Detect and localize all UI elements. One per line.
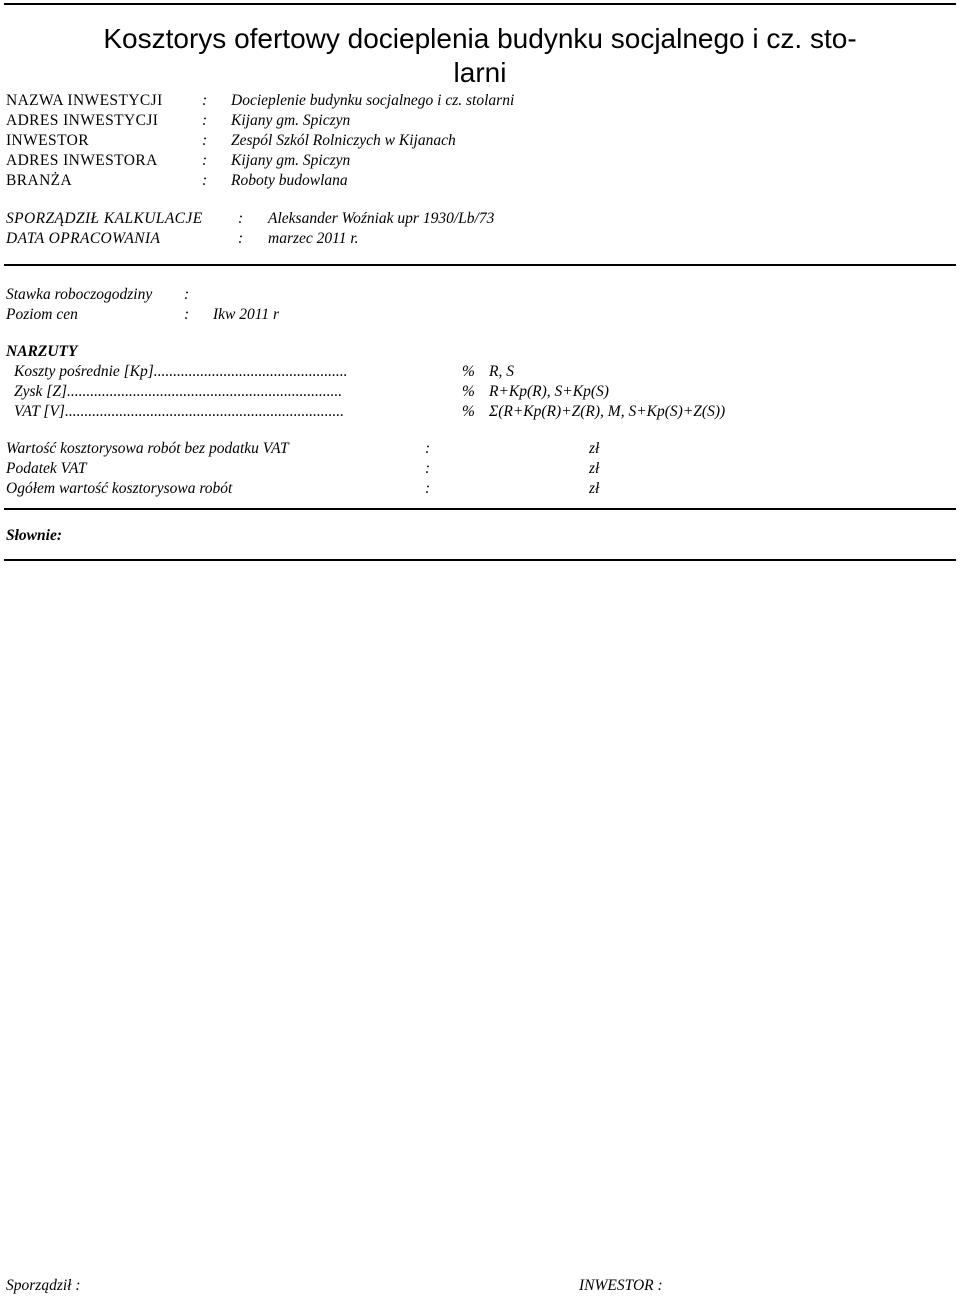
prepared-by-sep: : — [238, 210, 244, 227]
vat-tax-sep: : — [425, 460, 431, 477]
investment-address-sep: : — [202, 112, 208, 129]
surcharges-heading: NARZUTY — [6, 343, 78, 360]
investment-address-value: Kijany gm. Spiczyn — [231, 112, 351, 129]
prepared-by-signature-label: Sporządził : — [6, 1277, 81, 1294]
investor-address-value: Kijany gm. Spiczyn — [231, 152, 351, 169]
investor-value: Zespól Szkól Rolniczych w Kijanach — [231, 132, 456, 149]
surcharge-profit — [14, 383, 342, 401]
surcharge-indirect-unit: % — [462, 363, 475, 380]
section-rule-2 — [4, 508, 956, 510]
hourly-rate-label: Stawka roboczogodziny — [6, 286, 153, 303]
industry-value: Roboty budowlana — [231, 172, 348, 189]
surcharge-dots: .................................................. — [153, 363, 348, 380]
gross-value-currency: zł — [589, 480, 600, 497]
prepared-date-label: DATA OPRACOWANIA — [6, 230, 161, 247]
surcharge-label: Zysk [Z] — [14, 383, 67, 400]
investor-label: INWESTOR — [6, 132, 89, 149]
surcharge-profit-basis: R+Kp(R), S+Kp(S) — [489, 383, 609, 400]
investment-value: Docieplenie budynku socjalnego i cz. stolarni — [231, 92, 515, 109]
gross-value-sep: : — [425, 480, 431, 497]
investment-address-label: ADRES INWESTYCJI — [6, 112, 159, 129]
price-level-label: Poziom cen — [6, 306, 78, 323]
investor-address-sep: : — [202, 152, 208, 169]
prepared-date-sep: : — [238, 230, 244, 247]
surcharge-label: Koszty pośrednie [Kp] — [14, 363, 154, 380]
surcharge-indirect-basis: R, S — [489, 363, 514, 380]
surcharge-label: VAT [V] — [14, 403, 65, 420]
surcharge-vat — [14, 403, 344, 421]
investor-address-label: ADRES INWESTORA — [6, 152, 158, 169]
title-line-2: larni — [453, 57, 507, 88]
gross-value-label: Ogółem wartość kosztorysowa robót — [6, 480, 233, 497]
investment-label: NAZWA INWESTYCJI — [6, 92, 163, 109]
price-level-sep: : — [184, 306, 190, 323]
section-rule-1 — [4, 264, 956, 266]
surcharge-indirect-costs — [14, 363, 348, 381]
surcharge-vat-unit: % — [462, 403, 475, 420]
in-words-label: Słownie: — [6, 527, 62, 544]
vat-tax-currency: zł — [589, 460, 600, 477]
investment-sep: : — [202, 92, 208, 109]
surcharge-profit-unit: % — [462, 383, 475, 400]
prepared-by-value: Aleksander Woźniak upr 1930/Lb/73 — [268, 210, 495, 227]
vat-tax-label: Podatek VAT — [6, 460, 87, 477]
section-rule-3 — [4, 559, 956, 561]
net-value-sep: : — [425, 440, 431, 457]
investor-signature-label: INWESTOR : — [579, 1277, 663, 1294]
top-rule — [4, 3, 956, 5]
investor-sep: : — [202, 132, 208, 149]
hourly-rate-sep: : — [184, 286, 190, 303]
title-line-1: Kosztorys ofertowy docieplenia budynku socjalnego i cz. sto- — [103, 23, 857, 54]
surcharge-dots: ....................................................................... — [66, 383, 343, 400]
document-title — [40, 22, 920, 90]
net-value-currency: zł — [589, 440, 600, 457]
investment-row — [6, 92, 163, 110]
surcharge-vat-basis: Σ(R+Kp(R)+Z(R), M, S+Kp(S)+Z(S)) — [489, 403, 726, 420]
price-level-value: Ikw 2011 r — [213, 306, 280, 323]
prepared-by-label: SPORZĄDZIŁ KALKULACJE — [6, 210, 203, 227]
net-value-label: Wartość kosztorysowa robót bez podatku VAT — [6, 440, 289, 457]
industry-label: BRANŻA — [6, 172, 73, 189]
prepared-date-value: marzec 2011 r. — [268, 230, 359, 247]
surcharge-dots: ........................................................................ — [64, 403, 344, 420]
industry-sep: : — [202, 172, 208, 189]
